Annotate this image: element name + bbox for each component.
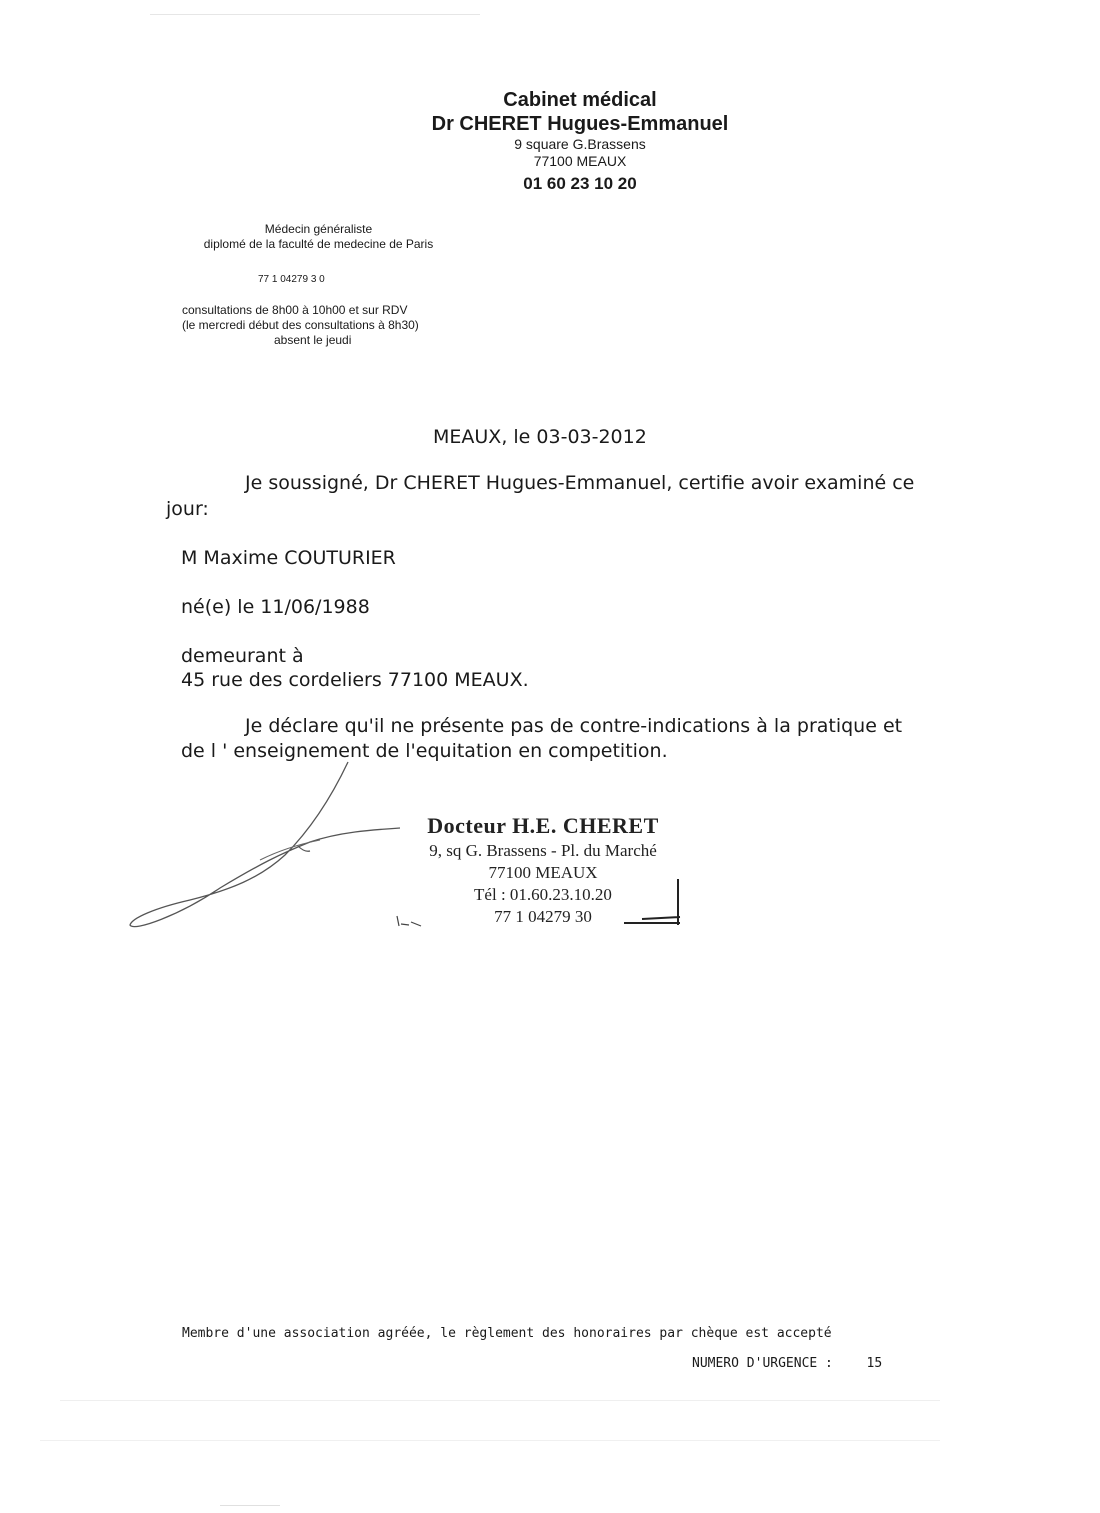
stamp-city: 77100 MEAUX xyxy=(488,863,598,882)
place-date: MEAUX, le 03-03-2012 xyxy=(433,426,647,448)
intro-line-2: jour: xyxy=(166,498,209,520)
letterhead xyxy=(380,88,780,196)
stamp-address: 9, sq G. Brassens - Pl. du Marché xyxy=(429,841,657,860)
credential-specialty: Médecin généraliste xyxy=(264,222,373,236)
scan-artifact-top xyxy=(150,14,480,15)
credentials-block xyxy=(176,222,461,252)
cabinet-title: Cabinet médical xyxy=(503,89,657,111)
doctor-name: Dr CHERET Hugues-Emmanuel xyxy=(431,113,729,135)
stamp-title: Docteur H.E. CHERET xyxy=(427,813,659,838)
hours-line-1: consultations de 8h00 à 10h00 et sur RDV xyxy=(182,303,408,317)
rpps-number: 77 1 04279 3 0 xyxy=(258,274,325,285)
footer-emergency xyxy=(692,1356,882,1372)
declaration-line-2: de l ' enseignement de l'equitation en competition. xyxy=(181,740,668,762)
emergency-label: NUMERO D'URGENCE : xyxy=(692,1356,833,1371)
stamp-smudge xyxy=(395,912,425,930)
hours-line-2: (le mercredi début des consultations à 8h30) xyxy=(182,318,419,332)
scan-artifact-bottom-2 xyxy=(40,1440,940,1441)
hours-block xyxy=(182,303,482,348)
credential-diploma: diplomé de la faculté de medecine de Paris xyxy=(203,237,434,251)
patient-name: M Maxime COUTURIER xyxy=(181,547,396,569)
footer-membership: Membre d'une association agréée, le règlement des honoraires par chèque est accepté xyxy=(182,1326,832,1341)
emergency-number: 15 xyxy=(866,1356,883,1371)
intro-line-1: Je soussigné, Dr CHERET Hugues-Emmanuel, certifie avoir examiné ce xyxy=(245,472,915,494)
declaration-line-1: Je déclare qu'il ne présente pas de contre-indications à la pratique et xyxy=(245,715,903,737)
patient-birth: né(e) le 11/06/1988 xyxy=(181,596,370,618)
residence-address: 45 rue des cordeliers 77100 MEAUX. xyxy=(181,669,529,691)
residence-label: demeurant à xyxy=(181,645,304,667)
address-line-2: 77100 MEAUX xyxy=(533,153,627,169)
stamp-number: 77 1 04279 30 xyxy=(494,907,592,926)
phone-number: 01 60 23 10 20 xyxy=(523,174,637,193)
hours-line-3: absent le jeudi xyxy=(274,333,352,347)
stamp-mark xyxy=(622,875,682,930)
address-line-1: 9 square G.Brassens xyxy=(514,136,646,152)
scan-artifact-bottom-1 xyxy=(60,1400,940,1401)
scan-artifact-bottom-3 xyxy=(220,1505,280,1506)
stamp-phone: Tél : 01.60.23.10.20 xyxy=(474,885,612,904)
